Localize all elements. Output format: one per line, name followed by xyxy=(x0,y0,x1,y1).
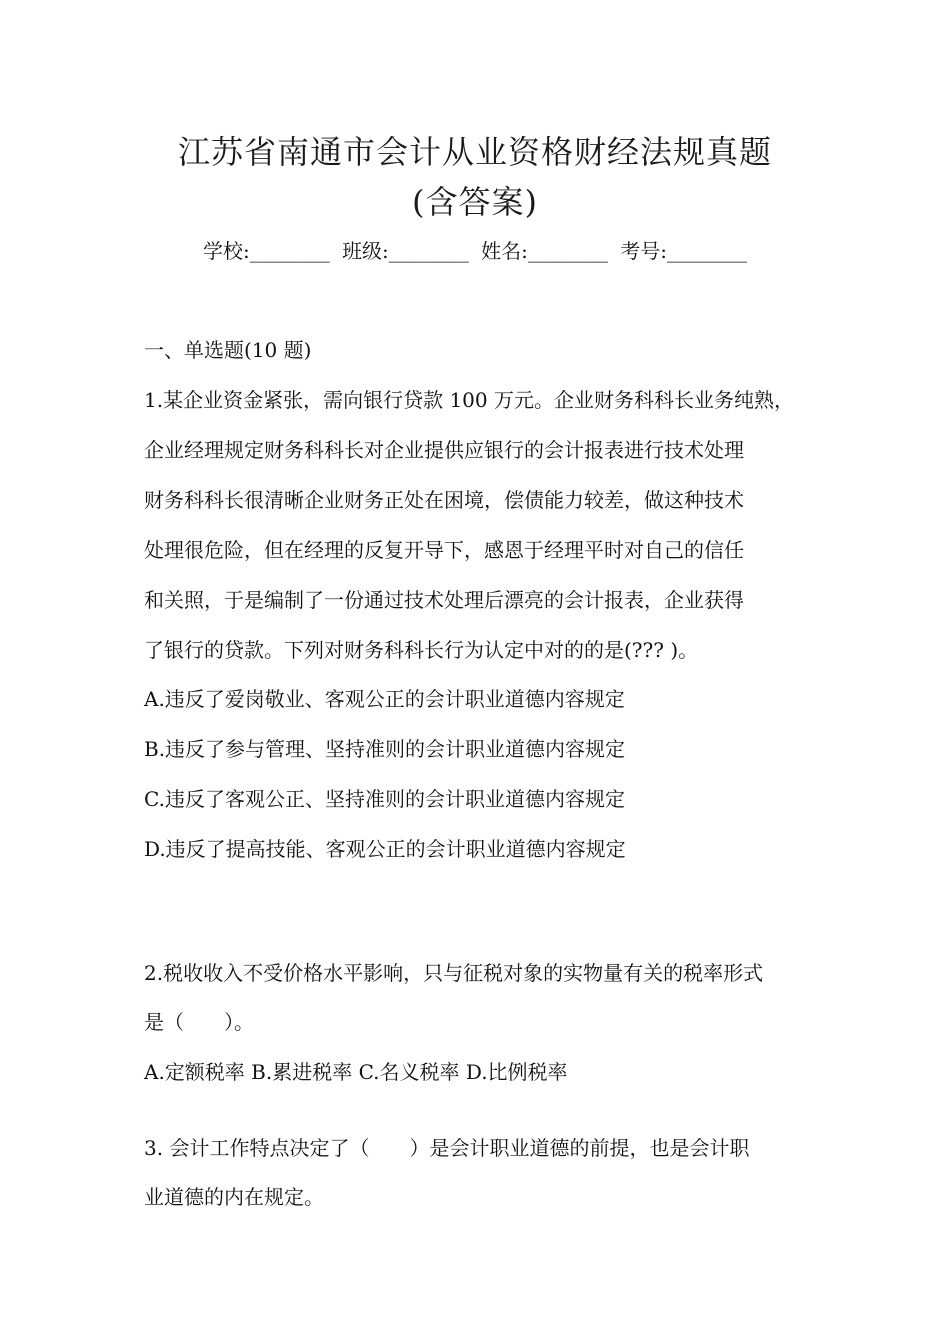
question-1-text-line: 和关照，于是编制了一份通过技术处理后漂亮的会计报表，企业获得 xyxy=(144,588,744,612)
question-3-text-line: 3. 会计工作特点决定了（ ）是会计职业道德的前提，也是会计职 xyxy=(144,1136,750,1160)
question-1-option-d: D.违反了提高技能、客观公正的会计职业道德内容规定 xyxy=(144,837,626,861)
question-1-option-a: A.违反了爱岗敬业、客观公正的会计职业道德内容规定 xyxy=(144,687,625,711)
student-info-row xyxy=(0,236,950,266)
question-3-text-line: 业道德的内在规定。 xyxy=(144,1185,324,1209)
question-1-text-line: 1.某企业资金紧张，需向银行贷款 100 万元。企业财务科科长业务纯熟， xyxy=(144,388,794,412)
question-1-text-line: 企业经理规定财务科科长对企业提供应银行的会计报表进行技术处理 xyxy=(144,438,744,462)
question-1-text-line: 了银行的贷款。下列对财务科科长行为认定中对的的是(??? )。 xyxy=(144,638,699,662)
name-field: 姓名:________ xyxy=(481,239,608,263)
section-heading: 一、单选题(10 题) xyxy=(144,338,312,362)
document-title-line-2: (含答案) xyxy=(412,183,538,221)
document-title-line-1: 江苏省南通市会计从业资格财经法规真题 xyxy=(177,133,772,171)
question-2-text-line: 是（ ）。 xyxy=(144,1010,254,1034)
question-2-text-line: 2.税收收入不受价格水平影响，只与征税对象的实物量有关的税率形式 xyxy=(144,961,764,985)
question-1-text-line: 财务科科长很清晰企业财务正处在困境，偿债能力较差，做这种技术 xyxy=(144,488,744,512)
question-1-option-c: C.违反了客观公正、坚持准则的会计职业道德内容规定 xyxy=(144,787,625,811)
exam-number-field: 考号:________ xyxy=(620,239,748,263)
question-1-option-b: B.违反了参与管理、坚持准则的会计职业道德内容规定 xyxy=(144,737,626,761)
school-field: 学校:________ xyxy=(202,239,330,263)
question-2-options: A.定额税率 B.累进税率 C.名义税率 D.比例税率 xyxy=(144,1060,568,1084)
class-field: 班级:________ xyxy=(342,239,469,263)
question-1-text-line: 处理很危险，但在经理的反复开导下，感恩于经理平时对自己的信任 xyxy=(144,538,744,562)
